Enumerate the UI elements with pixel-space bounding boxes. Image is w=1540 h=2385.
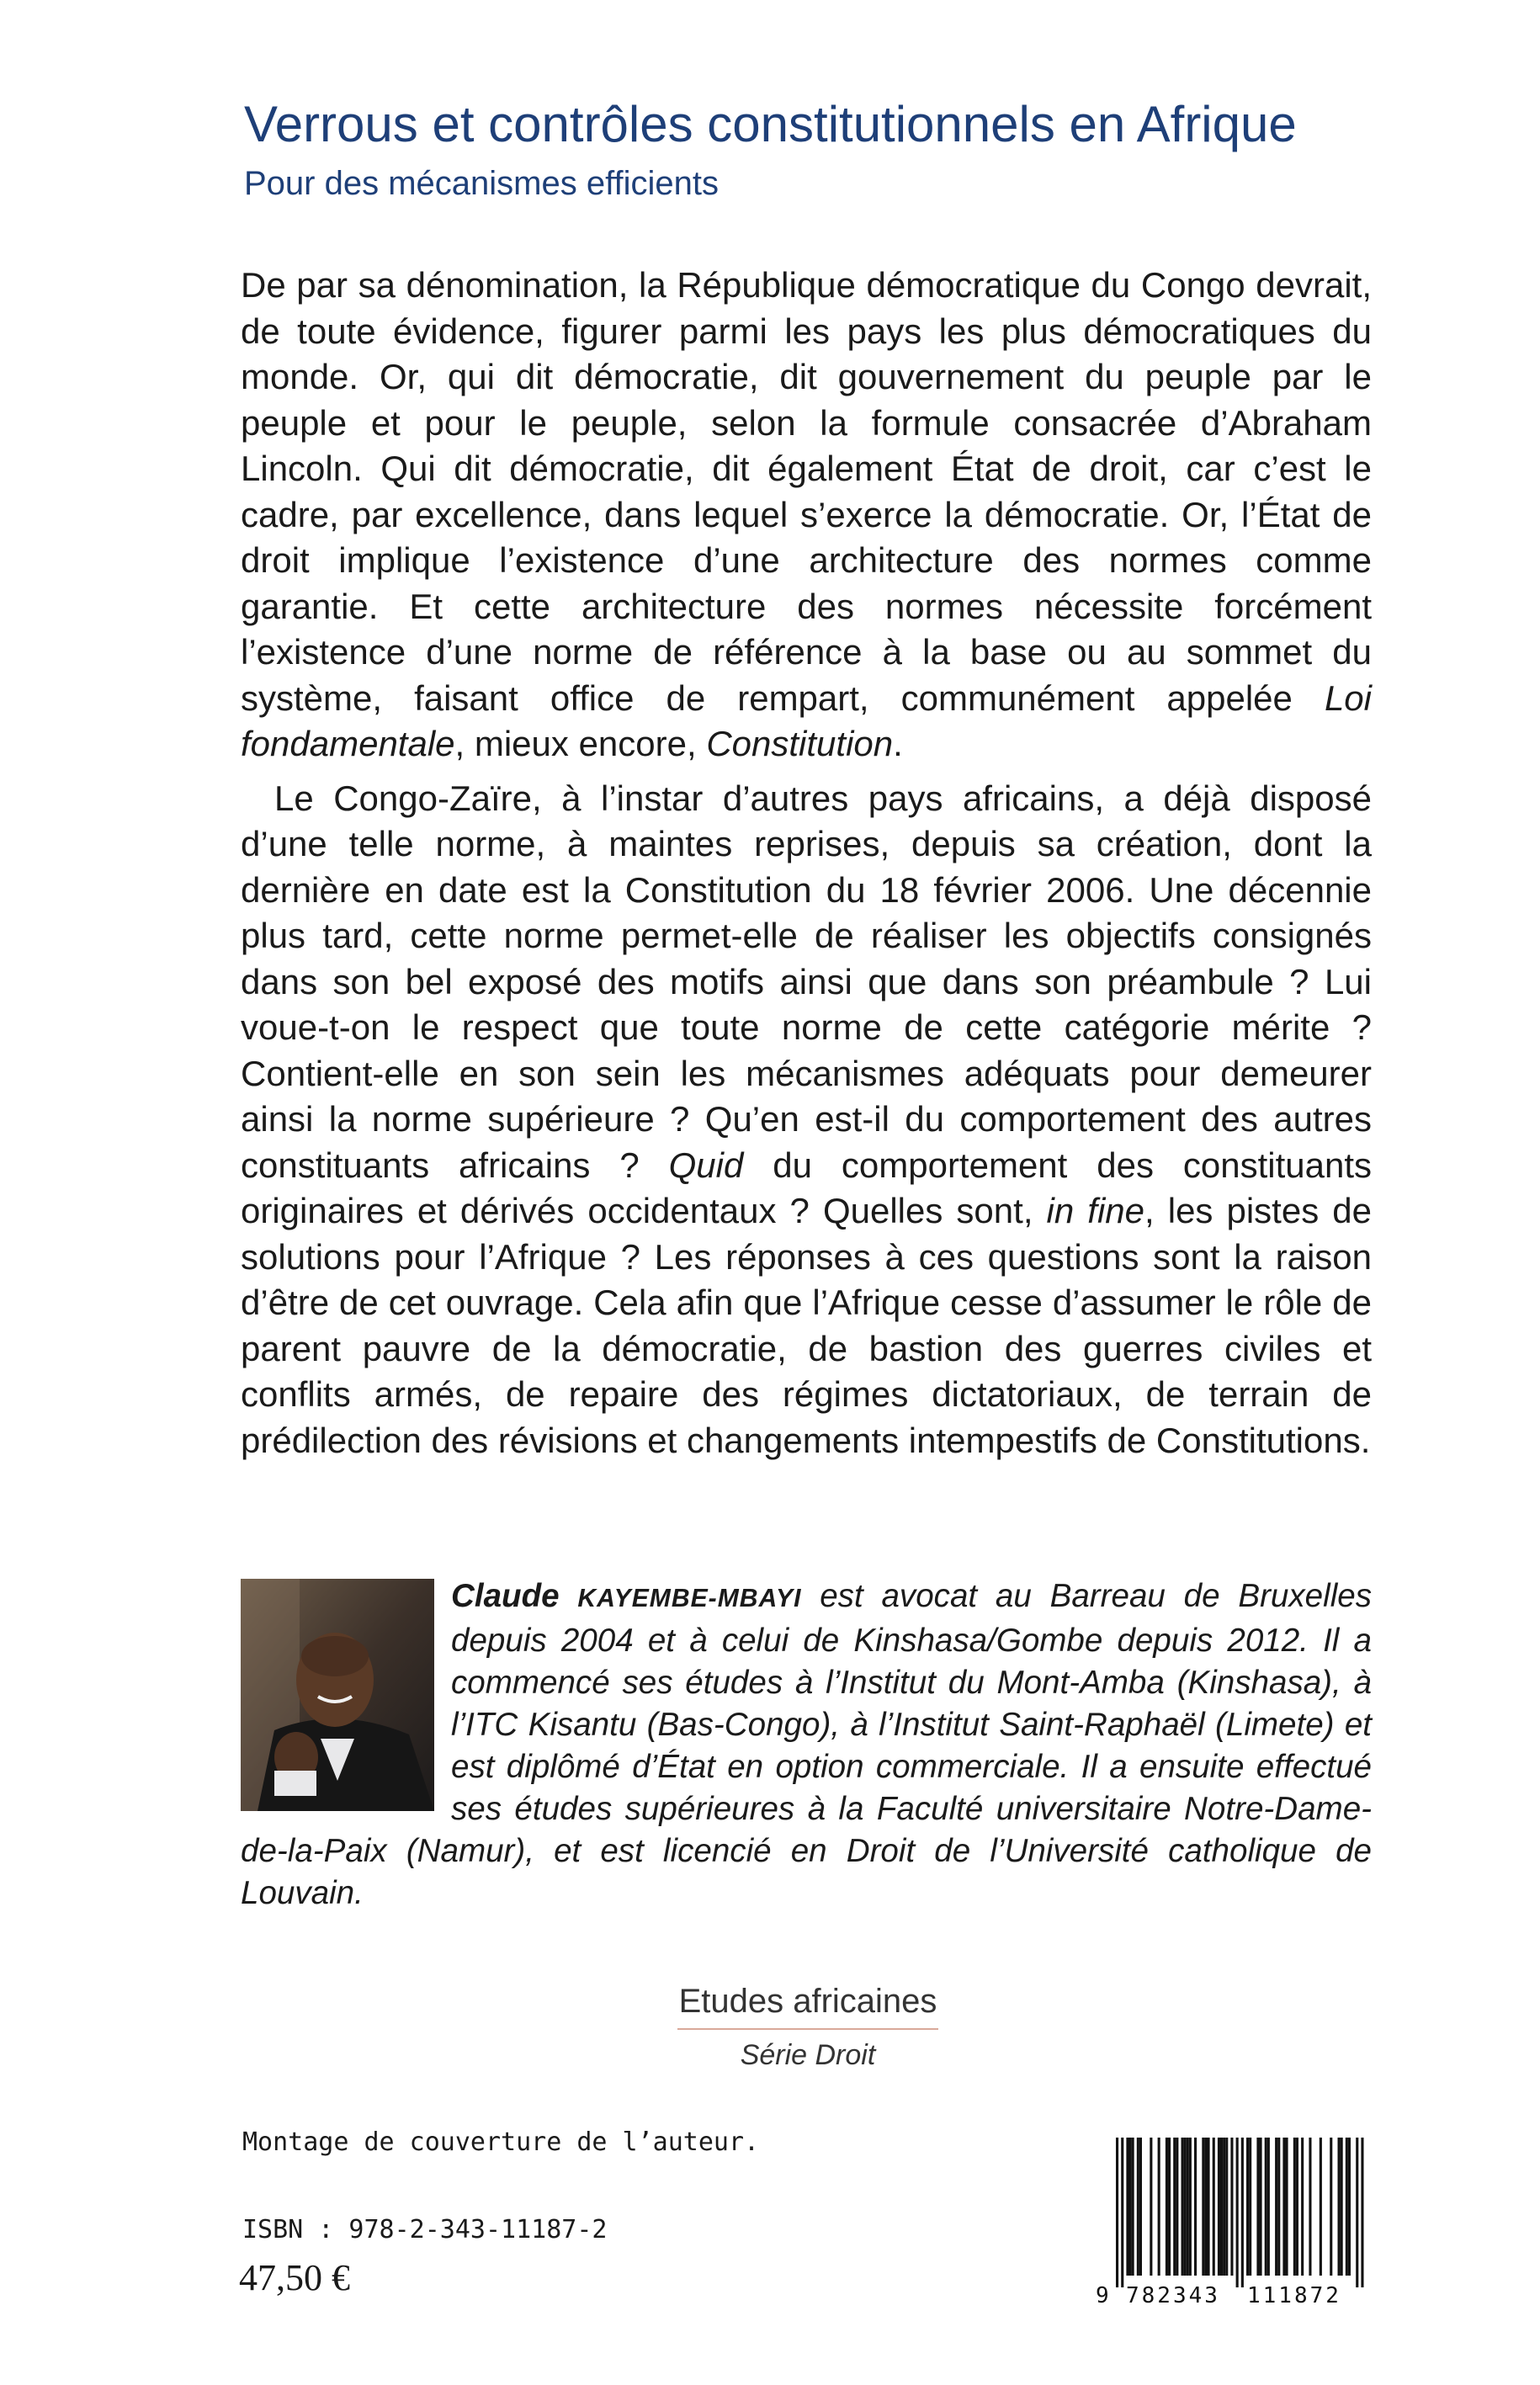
price: 47,50 €	[239, 2257, 350, 2298]
barcode-bar	[1361, 2138, 1363, 2287]
barcode-bar	[1241, 2138, 1244, 2287]
back-cover-summary	[241, 263, 1372, 1463]
barcode-bar	[1139, 2138, 1142, 2276]
author-name: Claude KAYEMBE-MBAYI	[451, 1578, 802, 1614]
book-subtitle: Pour des mécanismes efficients	[244, 165, 719, 202]
barcode-bar	[1208, 2138, 1210, 2276]
barcode-bar	[1137, 2138, 1139, 2276]
barcode-digit-first: 9	[1096, 2283, 1109, 2306]
barcode-bar	[1223, 2138, 1225, 2276]
barcode-bar	[1116, 2138, 1118, 2287]
barcode-bar	[1182, 2138, 1184, 2276]
barcode-bar	[1166, 2138, 1168, 2276]
barcode-bar	[1121, 2138, 1123, 2287]
barcode-bar	[1249, 2138, 1251, 2276]
barcode-bar	[1150, 2138, 1152, 2276]
barcode-bar	[1184, 2138, 1187, 2276]
barcode-bar	[1129, 2138, 1132, 2276]
barcode-bar	[1265, 2138, 1267, 2276]
barcode-bar	[1218, 2138, 1220, 2276]
barcode-bar	[1187, 2138, 1189, 2276]
barcode-digits-right: 111872	[1247, 2283, 1341, 2306]
barcode-bar	[1225, 2138, 1228, 2276]
series-name: Etudes africaines	[678, 1983, 937, 2020]
barcode-bar	[1236, 2138, 1239, 2287]
barcode-bar	[1189, 2138, 1192, 2276]
barcode	[1094, 2138, 1372, 2306]
barcode-bar	[1341, 2138, 1343, 2276]
summary-paragraph-1: De par sa dénomination, la République démocratique du Congo devrait, de toute évidence, figurer parmi les pays les plus démocratiques du monde. Or, qui dit démocratie, dit gouvernement du peuple par le peuple et pour le peuple, selon la formule consacrée d’Abraham Lincoln. Qui dit démocratie, dit également État de droit, car c’est le cadre, par excellence, dans lequel s’exerce la démocratie. Or, l’État de droit implique l’existence d’une architecture des normes comme garantie. Et cette architecture des normes nécessite forcément l’existence d’une norme de référence à la base ou au sommet du système, faisant office de rempart, communément appelée Loi fondamentale, mieux encore, Constitution.	[241, 265, 1372, 763]
barcode-bars	[1116, 2138, 1364, 2287]
series-subseries: Série Droit	[740, 2039, 876, 2071]
barcode-bar	[1194, 2138, 1197, 2276]
barcode-bar	[1132, 2138, 1134, 2276]
author-biography: Claude KAYEMBE-MBAYI est avocat au Barreau de Bruxelles depuis 2004 et à celui de Kinshasa/Gombe depuis 2012. Il a commencé ses études à l’Institut du Mont-Amba (Kinshasa), à l’ITC Kisantu (Bas-Congo), à l’Institut Saint-Raphaël (Limete) et est diplômé d’État en option commerciale. Il a ensuite effectué ses études supérieures à la Faculté universitaire Notre-Dame-de-la-Paix (Namur), et est licencié en Droit de l’Université catholique de Louvain.	[241, 1578, 1373, 1911]
barcode-bar	[1356, 2138, 1358, 2287]
barcode-bar	[1202, 2138, 1204, 2276]
barcode-bar	[1338, 2138, 1341, 2276]
barcode-bar	[1176, 2138, 1178, 2276]
barcode-bar	[1330, 2138, 1332, 2276]
barcode-bar	[1277, 2138, 1280, 2276]
barcode-bar	[1158, 2138, 1160, 2276]
series-divider	[677, 2028, 938, 2030]
barcode-bar	[1286, 2138, 1288, 2276]
cover-credit: Montage de couverture de l’auteur.	[242, 2127, 760, 2157]
barcode-bar	[1256, 2138, 1259, 2276]
barcode-bar	[1346, 2138, 1348, 2276]
barcode-bar	[1282, 2138, 1285, 2276]
barcode-bar	[1309, 2138, 1311, 2276]
summary-paragraph-2: Le Congo-Zaïre, à l’instar d’autres pays africains, a déjà disposé d’une telle norme, à maintes reprises, depuis sa création, dont la dernière en date est la Constitution du 18 février 2006. Une décennie plus tard, cette norme permet-elle de réaliser les objectifs consignés dans son bel exposé des motifs ainsi que dans son préambule ? Lui voue-t-on le respect que toute norme de cette catégorie mérite ? Contient-elle en son sein les mécanismes adéquats pour demeurer ainsi la norme supérieure ? Qu’en est-il du comportement des autres constituants africains ? Quid du comportement des constituants originaires et dérivés occidentaux ? Quelles sont, in fine, les pistes de solutions pour l’Afrique ? Les réponses à ces questions sont la raison d’être de cet ouvrage. Cela afin que l’Afrique cesse d’assumer le rôle de parent pauvre de la démocratie, de bastion des guerres civiles et conflits armés, de repaire des régimes dictatoriaux, de terrain de prédilection des révisions et changements intempestifs de Constitutions.	[241, 778, 1373, 1460]
barcode-bar	[1301, 2138, 1304, 2276]
barcode-bar	[1126, 2138, 1128, 2276]
barcode-bar	[1293, 2138, 1296, 2276]
barcode-bar	[1275, 2138, 1277, 2276]
barcode-bar	[1267, 2138, 1270, 2276]
barcode-digits-left: 782343	[1126, 2283, 1220, 2306]
barcode-bar	[1348, 2138, 1351, 2276]
barcode-bar	[1213, 2138, 1215, 2276]
book-title: Verrous et contrôles constitutionnels en Afrique	[244, 96, 1297, 152]
isbn: ISBN : 978-2-343-11187-2	[242, 2215, 608, 2244]
barcode-bar	[1296, 2138, 1298, 2276]
barcode-bar	[1168, 2138, 1171, 2276]
barcode-bar	[1246, 2138, 1249, 2276]
barcode-bar	[1320, 2138, 1322, 2276]
barcode-bar	[1260, 2138, 1262, 2276]
barcode-bar	[1204, 2138, 1207, 2276]
barcode-bar	[1230, 2138, 1233, 2276]
barcode-bar	[1220, 2138, 1223, 2276]
barcode-bar	[1173, 2138, 1176, 2276]
